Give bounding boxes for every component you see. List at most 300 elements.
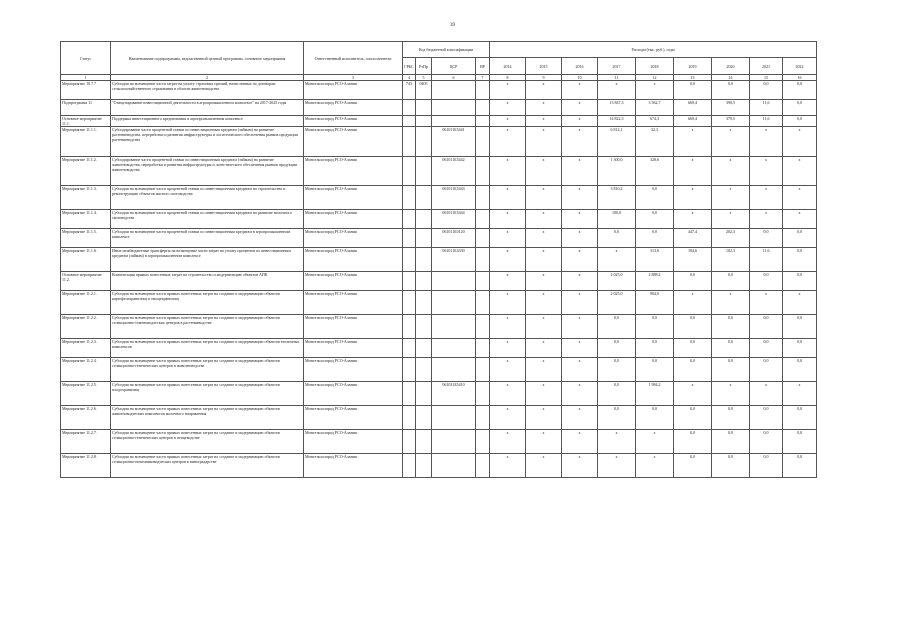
row-value: х	[490, 358, 526, 382]
row-value: х	[562, 382, 598, 406]
row-value: 2 888,2	[636, 272, 674, 291]
row-value: х	[562, 127, 598, 157]
row-value: х	[562, 210, 598, 229]
row-value: 0,0	[636, 210, 674, 229]
header-year: 2016	[562, 58, 598, 75]
row-rzpr	[416, 210, 432, 229]
row-value: х	[490, 100, 526, 116]
table-row	[61, 339, 817, 358]
row-value: х	[562, 315, 598, 339]
column-number: 10	[562, 75, 598, 81]
row-value: 379,5	[712, 116, 750, 127]
row-value: 102,3	[712, 248, 750, 272]
row-name: Субсидирование части процентной ставки по инвестиционным кредитам (займам) на развитие животноводства, переработки и развития инфраструктуры и логистического обеспечения рынков продукции животноводства	[111, 157, 304, 186]
row-value: х	[750, 291, 783, 315]
row-rzpr	[416, 430, 432, 454]
row-executor: Минсельхозпрод РСО-Алания	[304, 229, 403, 248]
row-value: х	[562, 100, 598, 116]
row-rzpr	[416, 157, 432, 186]
header-year: 2017	[598, 58, 636, 75]
row-value: 669,4	[674, 100, 712, 116]
row-vr	[476, 100, 490, 116]
row-vr	[476, 315, 490, 339]
row-value: 3 810,2	[598, 186, 636, 210]
row-vr	[476, 291, 490, 315]
row-csr	[432, 406, 476, 430]
row-value: х	[783, 157, 817, 186]
row-value: х	[526, 157, 562, 186]
row-csr	[432, 272, 476, 291]
row-value: х	[562, 186, 598, 210]
table-row	[61, 116, 817, 127]
row-value: 0,0	[783, 248, 817, 272]
row-value: 0,0	[712, 406, 750, 430]
row-name: Субсидии на возмещение части процентной ставки по инвестиционным кредитам на строительство и реконструкцию объектов мясного скотоводства	[111, 186, 304, 210]
row-value: 0,0	[636, 406, 674, 430]
budget-table	[60, 41, 817, 478]
row-value: 313,6	[636, 248, 674, 272]
row-value: 0,0	[598, 382, 636, 406]
row-grbs	[403, 210, 416, 229]
row-value: 11,6	[750, 100, 783, 116]
row-value: х	[562, 291, 598, 315]
row-executor: Минсельхозпрод РСО-Алания	[304, 272, 403, 291]
header-row	[61, 42, 817, 58]
row-vr	[476, 186, 490, 210]
row-value: х	[674, 127, 712, 157]
row-status: Мероприятие 11.2.5.	[61, 382, 111, 406]
row-value: х	[490, 248, 526, 272]
row-value: 11,6	[750, 116, 783, 127]
row-executor: Минсельхозпрод РСО-Алания	[304, 358, 403, 382]
row-status: Мероприятие 11.2.7.	[61, 430, 111, 454]
column-number: 8	[490, 75, 526, 81]
row-rzpr	[416, 454, 432, 478]
row-value: х	[750, 127, 783, 157]
row-name: Субсидии на возмещение части процентной ставки по инвестиционным кредитам в агропромышленном комплексе	[111, 229, 304, 248]
row-value: 0,0	[750, 406, 783, 430]
row-value: 0,0	[636, 315, 674, 339]
row-executor: Минсельхозпрод РСО-Алания	[304, 116, 403, 127]
header-year: 2015	[526, 58, 562, 75]
row-value: х	[490, 315, 526, 339]
header-year: 2021	[750, 58, 783, 75]
row-status: Подпрограмма 11	[61, 100, 111, 116]
header-year: 2019	[674, 58, 712, 75]
row-name: Субсидии на возмещение части прямых понесенных затрат на создание и модернизацию объектов плодохранилищ	[111, 382, 304, 406]
row-csr: 061011Б4330	[432, 248, 476, 272]
table-row	[61, 272, 817, 291]
table-row	[61, 291, 817, 315]
row-value: 3 562,7	[636, 100, 674, 116]
row-executor: Минсельхозпрод РСО-Алания	[304, 210, 403, 229]
row-value: 32,3	[636, 127, 674, 157]
row-value: х	[490, 157, 526, 186]
row-grbs	[403, 454, 416, 478]
row-grbs	[403, 127, 416, 157]
row-name: Субсидии на возмещение части прямых понесенных затрат на создание и модернизацию объектов картофелехранилищ и овощехранилищ	[111, 291, 304, 315]
row-value: х	[526, 186, 562, 210]
row-value: х	[783, 186, 817, 210]
row-grbs	[403, 291, 416, 315]
row-value: х	[490, 382, 526, 406]
row-csr	[432, 430, 476, 454]
header-code-rzpr: РзПр	[416, 58, 432, 75]
row-status: Мероприятие 11.1.6.	[61, 248, 111, 272]
table-row	[61, 315, 817, 339]
column-number: 12	[636, 75, 674, 81]
row-grbs	[403, 229, 416, 248]
row-vr	[476, 454, 490, 478]
column-number: 1	[61, 75, 111, 81]
row-name: Субсидии на возмещение части прямых понесенных затрат на создание и модернизацию объектов селекционно-генетических центров в животноводстве	[111, 358, 304, 382]
row-value: х	[490, 81, 526, 100]
row-csr: 061011Б5442	[432, 157, 476, 186]
row-value: х	[562, 454, 598, 478]
row-name: Компенсация прямых понесенных затрат на строительство и модернизацию объектов АПК	[111, 272, 304, 291]
row-value: 0,0	[674, 358, 712, 382]
row-value: х	[636, 81, 674, 100]
row-status: Мероприятие 11.1.4.	[61, 210, 111, 229]
row-value: 0,0	[674, 430, 712, 454]
row-value: 328,6	[636, 157, 674, 186]
row-value: 0,0	[750, 315, 783, 339]
column-number: 16	[783, 75, 817, 81]
row-executor: Минсельхозпрод РСО-Алания	[304, 127, 403, 157]
row-executor: Минсельхозпрод РСО-Алания	[304, 382, 403, 406]
row-value: 11,6	[750, 248, 783, 272]
row-grbs	[403, 272, 416, 291]
row-value: х	[783, 382, 817, 406]
row-value: 2 025,0	[598, 291, 636, 315]
row-value: 0,0	[750, 454, 783, 478]
row-value: 0,0	[712, 272, 750, 291]
row-value: х	[562, 116, 598, 127]
table-row	[61, 127, 817, 157]
row-value: 0,0	[712, 430, 750, 454]
row-value: х	[526, 358, 562, 382]
row-value: х	[783, 291, 817, 315]
row-name: Субсидии на возмещение части прямых понесенных затрат на создание и модернизацию объектов селекционно-генетических центров в птицеводстве	[111, 430, 304, 454]
row-status: Мероприятие 11.2.1.	[61, 291, 111, 315]
row-grbs	[403, 186, 416, 210]
header-year: 2018	[636, 58, 674, 75]
row-status: Основное мероприятие 11.2.	[61, 272, 111, 291]
row-csr	[432, 116, 476, 127]
row-csr: 061031Б5410	[432, 382, 476, 406]
column-number: 15	[750, 75, 783, 81]
row-executor: Минсельхозпрод РСО-Алания	[304, 81, 403, 100]
row-value: 6 812,1	[598, 127, 636, 157]
column-number: 4	[403, 75, 416, 81]
row-value: 0,0	[750, 339, 783, 358]
row-value: х	[490, 229, 526, 248]
row-value: х	[490, 339, 526, 358]
row-rzpr	[416, 186, 432, 210]
row-value: х	[674, 157, 712, 186]
row-value: 0,0	[636, 186, 674, 210]
row-status: Мероприятие 11.2.4.	[61, 358, 111, 382]
table-row	[61, 81, 817, 100]
row-value: 2 025,0	[598, 272, 636, 291]
row-grbs	[403, 406, 416, 430]
row-value: х	[490, 116, 526, 127]
row-grbs	[403, 248, 416, 272]
row-value: х	[490, 291, 526, 315]
row-executor: Минсельхозпрод РСО-Алания	[304, 248, 403, 272]
row-value: х	[526, 454, 562, 478]
row-rzpr	[416, 248, 432, 272]
row-value: х	[562, 358, 598, 382]
row-csr	[432, 358, 476, 382]
row-grbs	[403, 116, 416, 127]
row-value: 202,3	[712, 229, 750, 248]
row-value: 0,0	[712, 339, 750, 358]
row-value: 0,0	[712, 358, 750, 382]
row-vr	[476, 339, 490, 358]
row-value: х	[562, 81, 598, 100]
row-value: 0,0	[712, 315, 750, 339]
row-grbs	[403, 315, 416, 339]
row-rzpr	[416, 229, 432, 248]
row-vr	[476, 406, 490, 430]
row-name: Субсидирование части процентной ставки по инвестиционным кредитам (займам) на развитие растениеводства, переработки и развития инфраструктуры и логистического обеспечения рынков продукции растениеводства	[111, 127, 304, 157]
header-year: 2022	[783, 58, 817, 75]
row-vr	[476, 210, 490, 229]
header-code-grbs: ГРБС	[403, 58, 416, 75]
row-value: 0,0	[750, 272, 783, 291]
row-status: Мероприятие 11.1.5.	[61, 229, 111, 248]
row-executor: Минсельхозпрод РСО-Алания	[304, 100, 403, 116]
row-value: х	[526, 406, 562, 430]
row-value: х	[562, 272, 598, 291]
table-row	[61, 157, 817, 186]
row-vr	[476, 127, 490, 157]
row-grbs: 743	[403, 81, 416, 100]
row-value: х	[750, 186, 783, 210]
row-value: х	[636, 454, 674, 478]
row-value: 184,6	[674, 248, 712, 272]
table-row	[61, 406, 817, 430]
row-value: х	[674, 291, 712, 315]
table-row	[61, 382, 817, 406]
row-name: "Стимулирование инвестиционной деятельности в агропромышленном комплексе" на 2017-2025 годы	[111, 100, 304, 116]
row-value: 13 847,3	[598, 100, 636, 116]
row-value: х	[562, 339, 598, 358]
row-value: х	[598, 81, 636, 100]
row-value: 0,0	[712, 454, 750, 478]
row-value: х	[636, 430, 674, 454]
column-number: 3	[304, 75, 403, 81]
row-status: Основное мероприятие 11.1.	[61, 116, 111, 127]
row-value: х	[750, 210, 783, 229]
row-executor: Минсельхозпрод РСО-Алания	[304, 339, 403, 358]
row-value: 0,0	[674, 272, 712, 291]
row-rzpr	[416, 272, 432, 291]
row-value: 0,0	[674, 454, 712, 478]
table-row	[61, 248, 817, 272]
row-value: х	[712, 186, 750, 210]
row-vr	[476, 358, 490, 382]
row-executor: Минсельхозпрод РСО-Алания	[304, 291, 403, 315]
row-value: х	[562, 248, 598, 272]
row-rzpr	[416, 315, 432, 339]
row-value: х	[526, 210, 562, 229]
row-value: х	[526, 116, 562, 127]
row-value: 0,0	[750, 229, 783, 248]
row-value: х	[674, 382, 712, 406]
row-value: 0,0	[783, 100, 817, 116]
row-value: х	[562, 229, 598, 248]
row-value: 0,0	[598, 339, 636, 358]
row-value: 0,0	[783, 272, 817, 291]
row-grbs	[403, 358, 416, 382]
header-year: 2014	[490, 58, 526, 75]
row-value: 0,0	[598, 358, 636, 382]
row-value: 0,0	[674, 339, 712, 358]
row-value: 0,0	[783, 454, 817, 478]
row-value: х	[526, 248, 562, 272]
row-value: х	[598, 454, 636, 478]
row-executor: Минсельхозпрод РСО-Алания	[304, 186, 403, 210]
table-row	[61, 454, 817, 478]
row-name: Поддержка инвестиционного кредитования в агропромышленном комплексе	[111, 116, 304, 127]
row-status: Мероприятие 11.1.3.	[61, 186, 111, 210]
row-value: 0,0	[598, 229, 636, 248]
row-value: 674,3	[636, 116, 674, 127]
column-number: 14	[712, 75, 750, 81]
row-csr	[432, 291, 476, 315]
row-name: Иные межбюджетные трансферты на возмещение части затрат на уплату процентов по инвестиционным кредитам (займам) в агропромышленном комплексе	[111, 248, 304, 272]
row-vr	[476, 272, 490, 291]
row-csr	[432, 454, 476, 478]
row-grbs	[403, 339, 416, 358]
column-number: 13	[674, 75, 712, 81]
row-value: х	[490, 272, 526, 291]
row-executor: Минсельхозпрод РСО-Алания	[304, 454, 403, 478]
row-value: 1 984,2	[636, 382, 674, 406]
row-value: х	[526, 229, 562, 248]
column-number: 9	[526, 75, 562, 81]
table-row	[61, 229, 817, 248]
table-row	[61, 210, 817, 229]
row-rzpr	[416, 100, 432, 116]
row-value: 100,0	[598, 210, 636, 229]
row-value: 14 822,3	[598, 116, 636, 127]
row-executor: Минсельхозпрод РСО-Алания	[304, 430, 403, 454]
row-value: 0,0	[674, 81, 712, 100]
row-name: Субсидии на возмещение части прямых понесенных затрат на создание и модернизацию объектов селекционно-питомниководческих центров в виноградарстве	[111, 454, 304, 478]
row-value: х	[490, 430, 526, 454]
row-value: 669,4	[674, 116, 712, 127]
row-value: 0,0	[636, 358, 674, 382]
row-csr: 061011Б5441	[432, 127, 476, 157]
row-value: х	[490, 186, 526, 210]
row-vr	[476, 157, 490, 186]
row-value: 0,0	[750, 81, 783, 100]
row-value: 0,0	[750, 430, 783, 454]
header-year: 2020	[712, 58, 750, 75]
row-value: 390,5	[712, 100, 750, 116]
header-expenses-group: Расходы (тыс. руб.), годы	[490, 42, 817, 58]
row-value: х	[526, 272, 562, 291]
row-csr	[432, 81, 476, 100]
row-csr: 061011Б0120	[432, 229, 476, 248]
row-executor: Минсельхозпрод РСО-Алания	[304, 157, 403, 186]
row-csr	[432, 100, 476, 116]
row-csr: 061011Б5444	[432, 210, 476, 229]
row-value: 904,0	[636, 291, 674, 315]
row-value: 0,0	[783, 81, 817, 100]
row-value: х	[526, 382, 562, 406]
column-number: 2	[111, 75, 304, 81]
row-value: 0,0	[598, 315, 636, 339]
column-number: 6	[432, 75, 476, 81]
table-row	[61, 430, 817, 454]
row-name: Субсидии на возмещение части прямых понесенных затрат на создание и модернизацию объектов животноводческих комплексов молочного направления	[111, 406, 304, 430]
header-code-csr: ЦСР	[432, 58, 476, 75]
row-value: х	[526, 127, 562, 157]
row-rzpr	[416, 358, 432, 382]
row-value: х	[526, 339, 562, 358]
row-value: х	[712, 291, 750, 315]
header-name: Наименование подпрограммы, ведомственной целевой программы, основного мероприятия	[111, 42, 304, 75]
row-csr	[432, 339, 476, 358]
row-value: 0,0	[750, 358, 783, 382]
row-value: х	[712, 382, 750, 406]
row-status: Мероприятие 11.2.2.	[61, 315, 111, 339]
row-value: 0,0	[783, 406, 817, 430]
row-value: х	[712, 210, 750, 229]
row-name: Субсидии на возмещение части прямых понесенных затрат на создание и модернизацию объектов селекционно-семеноводческих центров в растениеводстве	[111, 315, 304, 339]
row-status: Мероприятие 11.2.8.	[61, 454, 111, 478]
row-grbs	[403, 382, 416, 406]
row-vr	[476, 81, 490, 100]
column-number: 11	[598, 75, 636, 81]
row-value: 1 300,0	[598, 157, 636, 186]
row-rzpr	[416, 382, 432, 406]
row-executor: Минсельхозпрод РСО-Алания	[304, 315, 403, 339]
row-value: х	[526, 81, 562, 100]
row-value: х	[783, 210, 817, 229]
row-name: Субсидии на возмещение части процентной ставки по инвестиционным кредитам на развитие молочного скотоводства	[111, 210, 304, 229]
row-value: х	[526, 430, 562, 454]
row-status: Мероприятие 11.2.6.	[61, 406, 111, 430]
row-vr	[476, 430, 490, 454]
header-status: Статус	[61, 42, 111, 75]
row-value: 447,4	[674, 229, 712, 248]
row-value: х	[598, 430, 636, 454]
row-value: х	[562, 157, 598, 186]
row-value: х	[674, 210, 712, 229]
header-code-group: Код бюджетной классификации	[403, 42, 490, 58]
header-code-vr: ВР	[476, 58, 490, 75]
row-value: х	[490, 127, 526, 157]
row-value: х	[750, 157, 783, 186]
row-value: х	[712, 157, 750, 186]
row-executor: Минсельхозпрод РСО-Алания	[304, 406, 403, 430]
row-value: х	[562, 430, 598, 454]
row-value: х	[490, 210, 526, 229]
table-row	[61, 186, 817, 210]
row-value: 0,0	[783, 315, 817, 339]
row-value: 0,0	[636, 339, 674, 358]
row-value: 0,0	[598, 406, 636, 430]
row-value: 0,0	[783, 358, 817, 382]
row-vr	[476, 229, 490, 248]
table-row	[61, 358, 817, 382]
row-rzpr	[416, 116, 432, 127]
